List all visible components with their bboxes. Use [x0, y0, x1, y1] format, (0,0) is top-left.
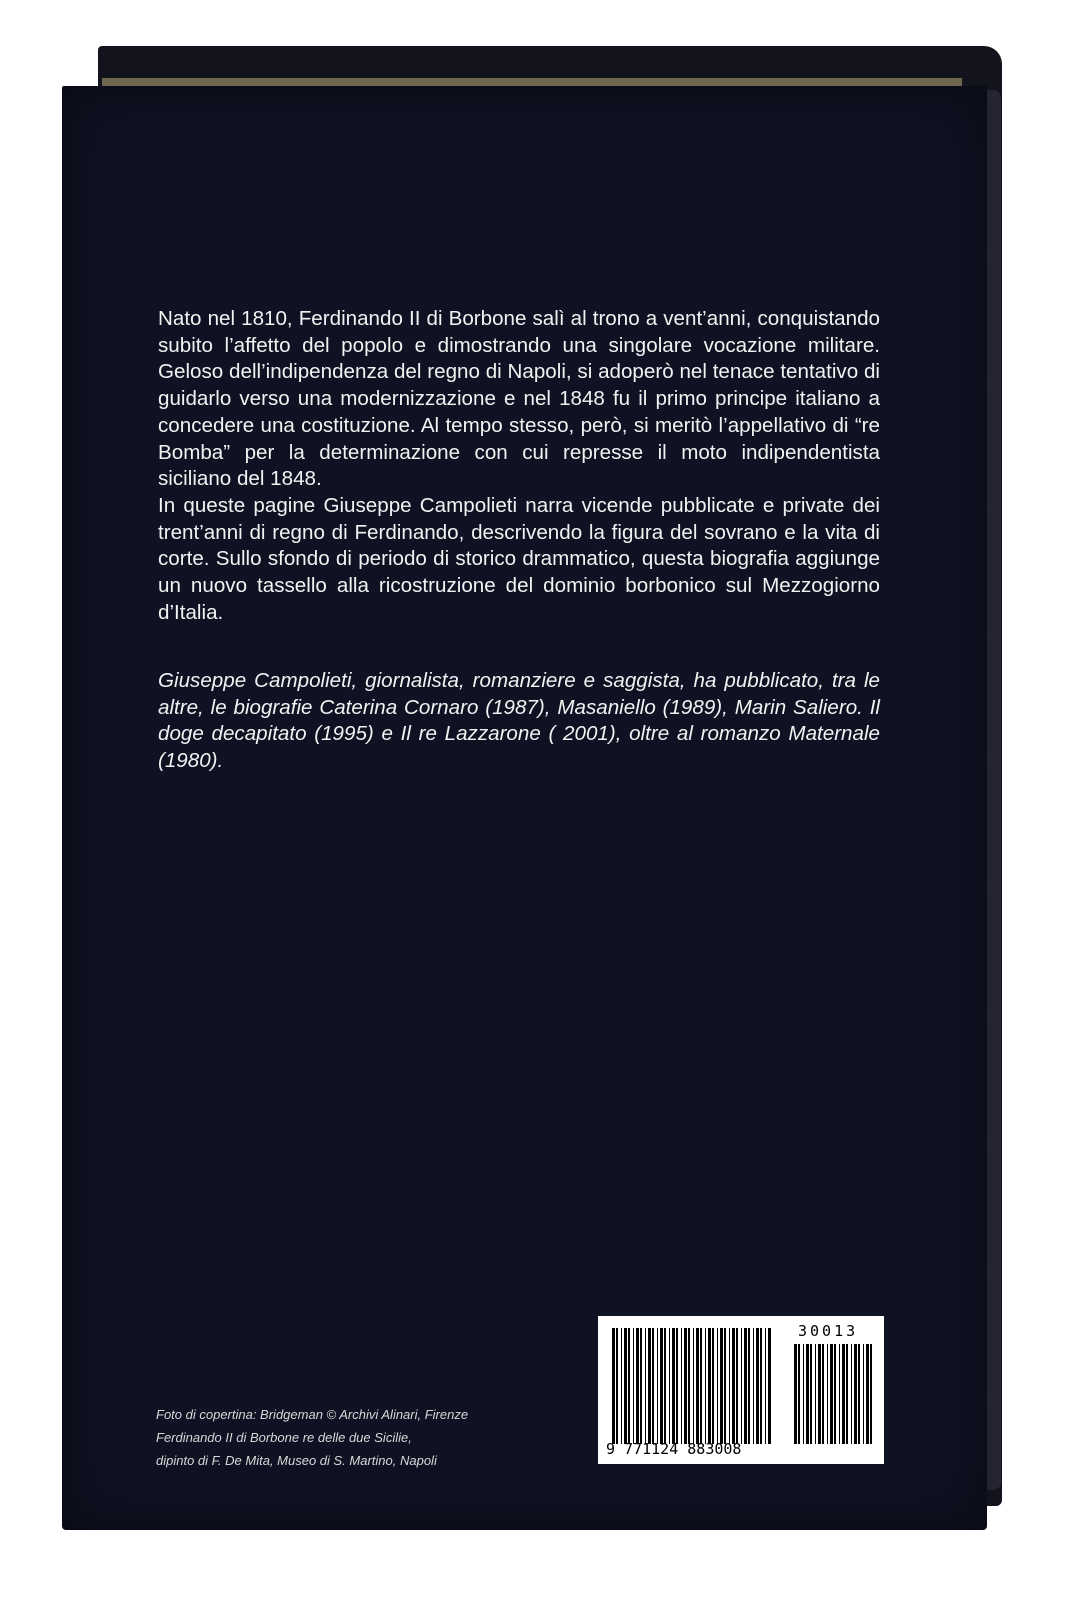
credits-line-2: Ferdinando II di Borbone re delle due Sicilie,: [156, 1430, 412, 1445]
barcode-supplement-digits: 30013: [798, 1322, 859, 1340]
credits-line-1: Foto di copertina: Bridgeman © Archivi Alinari, Firenze: [156, 1407, 469, 1422]
barcode-supplement-bars: [794, 1344, 872, 1444]
credits-line-3: dipinto di F. De Mita, Museo di S. Martino, Napoli: [156, 1453, 437, 1468]
blurb-paragraph-1: Nato nel 1810, Ferdinando II di Borbone salì al trono a vent’anni, conquistando subito l’affetto del popolo e dimostrando una singolare vocazione militare. Geloso dell’indipendenza del regno di Napoli, si adoperò nel tenace tentativo di guidarlo verso una modernizzazione e nel 1848 fu il primo principe italiano a concedere una costituzione. Al tempo stesso, però, si meritò l’appellativo di “re Bomba” per la determinazione con cui represse il moto indipendentista siciliano del 1848.: [158, 307, 880, 491]
barcode-label: [598, 1316, 884, 1464]
barcode-main-digits: 9 771124 883008: [606, 1440, 742, 1458]
back-cover: [62, 86, 987, 1530]
barcode-main-bars: [612, 1328, 772, 1444]
author-bio: Giuseppe Campolieti, giornalista, romanziere e saggista, ha pubblicato, tra le altre, le biografie Caterina Cornaro (1987), Masaniello (1989), Marin Saliero. Il doge decapitato (1995) e Il re Lazzarone ( 2001), oltre al romanzo Maternale (1980).: [158, 669, 880, 773]
blurb-text: [158, 306, 880, 626]
photo-credits: [156, 1403, 576, 1472]
book-spine-edge: [985, 90, 1001, 1490]
blurb-paragraph-2: In queste pagine Giuseppe Campolieti narra vicende pubblicate e private dei trent’anni di regno di Ferdinando, descrivendo la figura del sovrano e la vita di corte. Sullo sfondo di periodo di storico drammatico, questa biografia aggiunge un nuovo tassello alla ricostruzione del dominio borbonico sul Mezzogiorno d’Italia.: [158, 493, 880, 624]
